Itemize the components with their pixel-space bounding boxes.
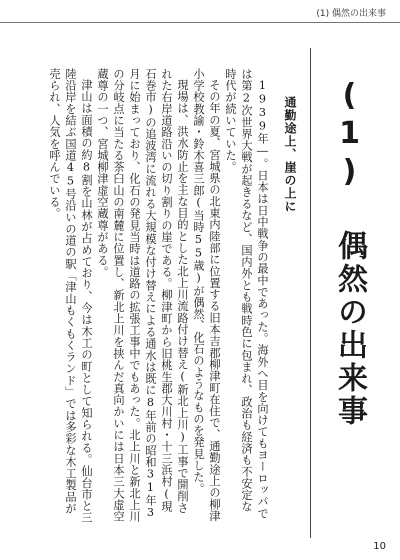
page-number: 10	[373, 541, 386, 552]
paragraph: 1939年―。日本は日中戦争の最中であった。海外へ目を向けてもヨーロッパでは第2次世界大戦が起きるなど、国内外とも戦時色に包まれ、政治も経済も不安定な時代が続いていた。	[224, 68, 269, 520]
title-rule	[310, 48, 311, 538]
paragraph: その年の夏、宮城県の北東内陸部に位置する旧本吉郡柳津町在住で、通勤途上の柳津小学校教諭・鈴木喜三郎(当時55歳)が偶然、化石のようなものを発見した。	[192, 68, 221, 522]
running-head: (1) 偶然の出来事	[316, 9, 386, 19]
header-rule	[0, 22, 400, 23]
paragraph: 津山は面積の約8割を山林が占めており、今は木工の町として知られる。仙台市と三陸沿岸を結ぶ国道45号沿いの道の駅「津山もくもくランド」では多彩な木工製品が売られ、人気を呼んでいる。	[48, 68, 93, 524]
section-heading: 通勤途上、崖の上に	[283, 96, 297, 213]
body-text	[18, 68, 270, 524]
chapter-title: (1) 偶然の出来事	[332, 78, 367, 428]
paragraph: 現場は、洪水防止を主な目的とした北上川流路付け替え(新北上川)工事で開削された右岸道路沿いの切り割りの崖である。柳津町から旧桃生郡大川村・十三浜村(現石巻市)の追波湾に流れる大規模な付け替えによる通水は既に8年前の昭和31年3月に始まっており、化石の発見当時は道路の拡張工事中でもあった。北上川と新北上川の分岐点に当たる茶臼山の南麓に位置し、新北上川を挟んだ真向かいには日本三大虚空蔵尊の一つ、宮城柳津虚空蔵尊がある。	[96, 68, 189, 523]
